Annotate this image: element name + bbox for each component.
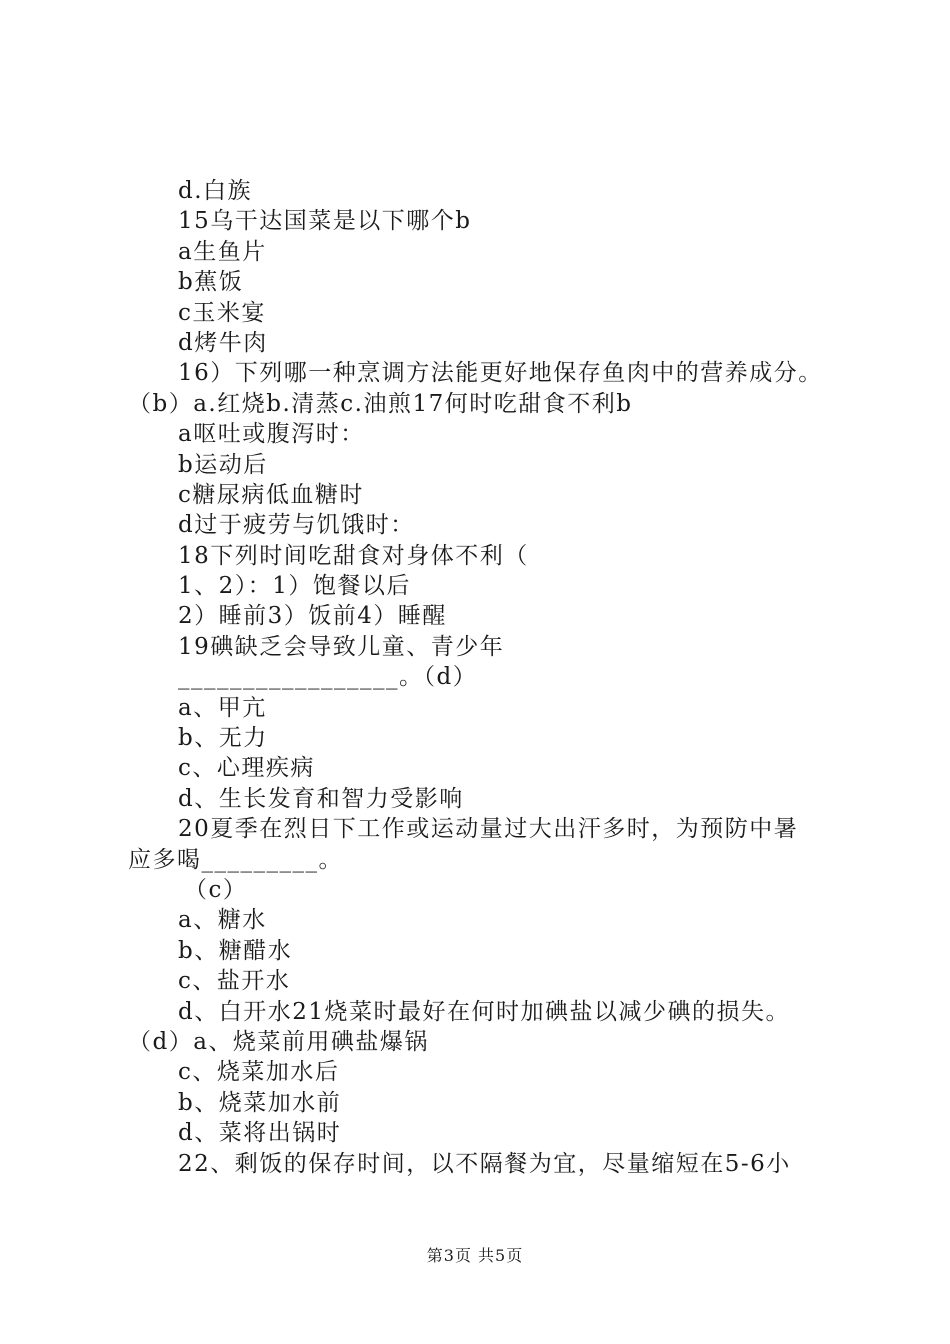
text-line: d、菜将出锅时: [178, 1120, 342, 1147]
text-line: b蕉饭: [178, 269, 244, 296]
text-line: a、甲亢: [178, 694, 267, 721]
document-body: [128, 176, 848, 1179]
text-line: b运动后: [178, 451, 268, 478]
text-line: d烤牛肉: [178, 329, 268, 356]
text-line: c、心理疾病: [178, 755, 315, 782]
text-line: a、糖水: [178, 907, 267, 934]
text-line: 22、剩饭的保存时间，以不隔餐为宜，尽量缩短在5-6小: [178, 1150, 791, 1177]
text-line: 19碘缺乏会导致儿童、青少年: [178, 633, 505, 660]
text-line: b、糖醋水: [178, 937, 293, 964]
text-line: （c）: [184, 876, 248, 903]
text-line: 1、2）：1）饱餐以后: [178, 573, 411, 600]
text-line: c、烧菜加水后: [178, 1059, 340, 1086]
text-line: d、生长发育和智力受影响: [178, 785, 464, 812]
text-line: 应多喝_________。: [128, 846, 343, 873]
text-line: c玉米宴: [178, 299, 266, 326]
text-line: c糖尿病低血糖时: [178, 481, 364, 508]
text-line: 2）睡前3）饭前4）睡醒: [178, 603, 447, 630]
text-line: 18下列时间吃甜食对身体不利（: [178, 542, 529, 569]
text-line: d过于疲劳与饥饿时：: [178, 512, 415, 539]
text-line: a生鱼片: [178, 238, 267, 265]
text-line: 15乌干达国菜是以下哪个b: [178, 208, 472, 235]
page-footer: 第3页 共5页: [426, 1246, 524, 1265]
text-line: 16）下列哪一种烹调方法能更好地保存鱼肉中的营养成分。: [178, 360, 823, 387]
text-line: a呕吐或腹泻时：: [178, 421, 365, 448]
text-line: d.白族: [178, 178, 253, 204]
text-line: c、盐开水: [178, 968, 291, 995]
text-line: （b）a.红烧b.清蒸c.油煎17何时吃甜食不利b: [128, 390, 633, 417]
text-line: d、白开水21烧菜时最好在何时加碘盐以减少碘的损失。: [178, 998, 790, 1025]
text-line: （d）a、烧菜前用碘盐爆锅: [128, 1028, 429, 1055]
text-line: b、无力: [178, 725, 268, 752]
text-line: _________________。（d）: [178, 664, 478, 691]
text-line: b、烧菜加水前: [178, 1089, 342, 1116]
text-line: 20夏季在烈日下工作或运动量过大出汗多时，为预防中暑: [178, 816, 799, 843]
